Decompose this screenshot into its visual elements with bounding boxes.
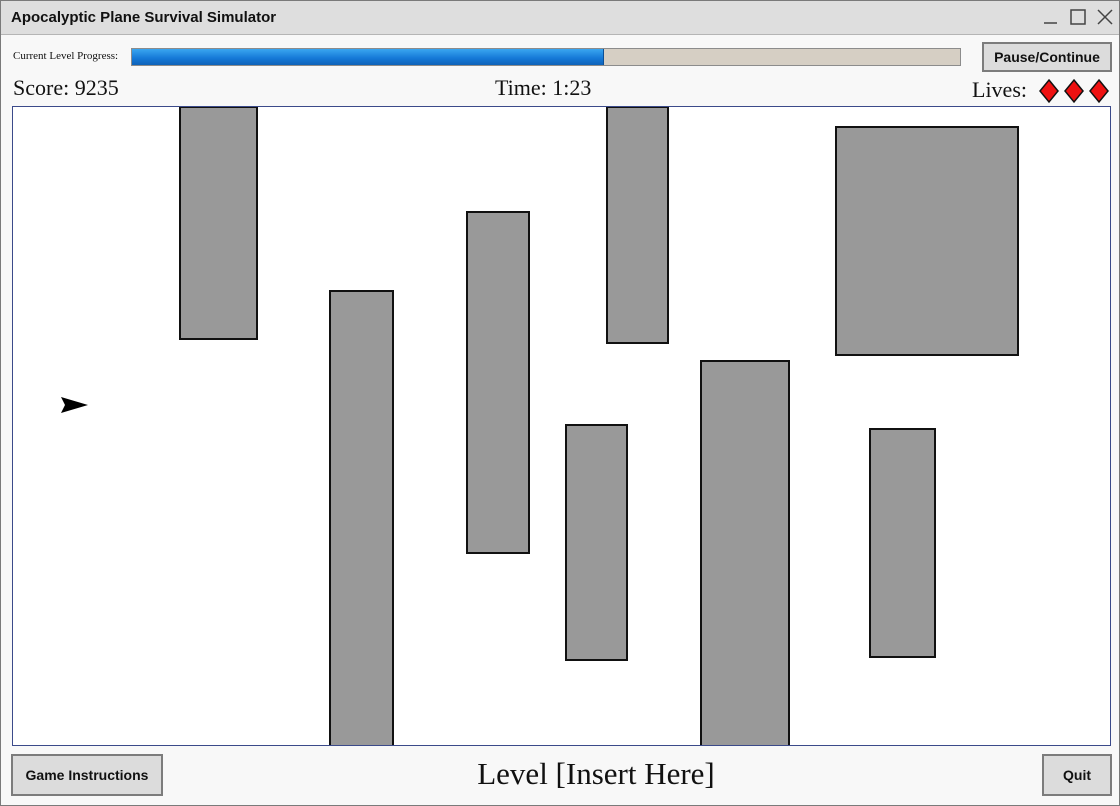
obstacle [701, 361, 789, 745]
obstacle [607, 107, 668, 343]
level-progress-fill [132, 49, 604, 65]
obstacle [566, 425, 627, 660]
progress-label: Current Level Progress: [13, 50, 119, 62]
time-display: Time: 1:23 [495, 75, 592, 100]
red-diamond-icon [1065, 80, 1083, 102]
lives-indicator [1037, 78, 1113, 104]
game-scene [13, 107, 1110, 745]
level-progress-bar [131, 48, 961, 66]
quit-button[interactable]: Quit [1042, 754, 1112, 796]
close-icon[interactable] [1096, 8, 1114, 26]
red-diamond-icon [1090, 80, 1108, 102]
title-bar[interactable] [1, 1, 1119, 35]
lives-label: Lives: [972, 77, 1027, 102]
level-indicator: Level [Insert Here] [477, 756, 715, 791]
window-title: Apocalyptic Plane Survival Simulator [11, 9, 277, 26]
obstacle [467, 212, 529, 553]
maximize-icon[interactable] [1069, 8, 1087, 26]
obstacle [180, 107, 257, 339]
obstacle [836, 127, 1018, 355]
red-diamond-icon [1040, 80, 1058, 102]
pause-continue-button[interactable]: Pause/Continue [982, 42, 1112, 72]
game-canvas[interactable] [12, 106, 1111, 746]
obstacle [870, 429, 935, 657]
score-display: Score: 9235 [13, 75, 119, 100]
obstacle [330, 291, 393, 745]
game-instructions-button[interactable]: Game Instructions [11, 754, 163, 796]
plane-arrow-icon[interactable] [61, 397, 88, 413]
minimize-icon[interactable] [1041, 8, 1059, 26]
